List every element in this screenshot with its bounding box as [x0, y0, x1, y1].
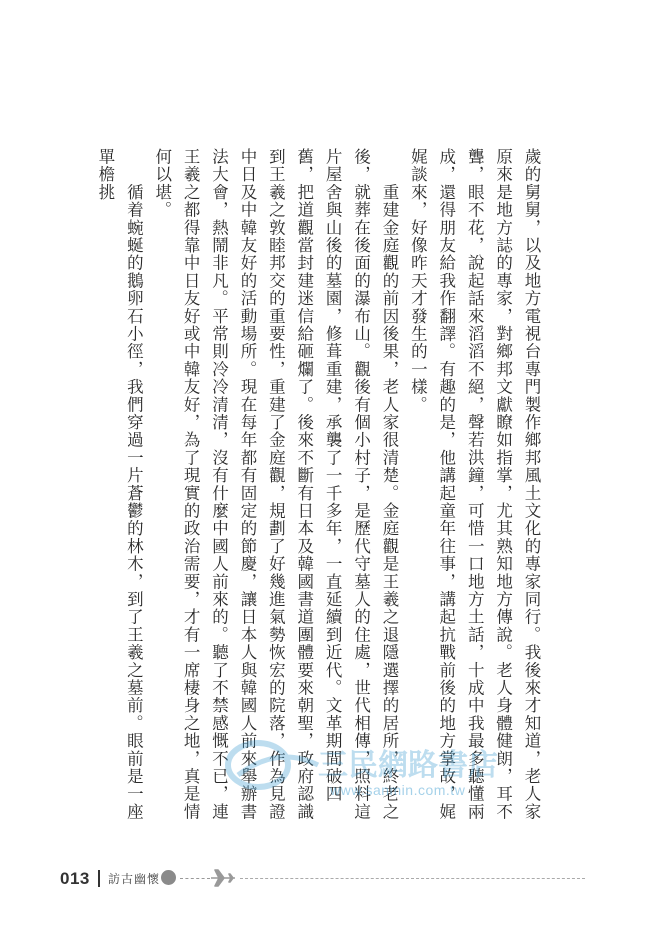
dashed-line: [240, 878, 585, 879]
watermark-text: 三民網路書店: [318, 748, 498, 783]
circle-icon: [161, 870, 176, 885]
book-title: 訪古幽懷: [108, 872, 161, 886]
paragraph: 重建金庭觀的前因後果，老人家很清楚。金庭觀是王羲之退隱選擇的居所，終老之後，就葬在後面的瀑布山。觀後有個小村子，是歷代守墓人的住處，世代相傳，照料這片屋舍與山後的墓園，修葺重建，承襲了一千多年，一直延續到近代。文革期間破四舊，把道觀當封建迷信給砸爛了。後來不斷有日本及韓國書道團體要來朝聖，政府認識到王羲之敦睦邦交的重要性，重建了金庭觀，規劃了好幾進氣勢恢宏的院落，作為見證中日及中韓友好的活動場所。現在每年都有固定的節慶，讓日本人與韓國人前來舉辦書法大會，熱鬧非凡。平常則冷冷清清，沒有什麼中國人前來的。聽了不禁感慨不已，連王羲之都得靠中日友好或中韓友好，為了現實的政治需要，才有一席棲身之地，真是情何以堪。: [152, 148, 399, 821]
footer-divider: [98, 870, 100, 887]
paragraph: 循着蜿蜒的鵝卵石小徑，我們穿過一片蒼鬱的林木，到了王羲之墓前。眼前是一座單檐挑: [95, 148, 144, 821]
paragraph: 歲的舅舅，以及地方電視台專門製作鄉邦風土文化的專家同行。我後來才知道，老人家原來是地方誌的專家，對鄉邦文獻瞭如指掌，尤其熟知地方傳說。老人身體健朗，耳不聾，眼不花，說起話來滔滔不絕，聲若洪鐘，可惜一口地方土話，十成中我最多聽懂兩成，還得朋友給我作翻譯。有趣的是，他講起童年往事，講起抗戰前後的地方掌故，娓娓談來，好像昨天才發生的一樣。: [408, 148, 541, 821]
dashed-line: [180, 878, 210, 879]
airplane-icon: [210, 868, 236, 888]
page-footer: [0, 865, 645, 895]
body-text: [91, 148, 546, 838]
watermark-url: www.sanmin.com.tw: [330, 782, 466, 798]
page-number: 013: [60, 869, 90, 888]
